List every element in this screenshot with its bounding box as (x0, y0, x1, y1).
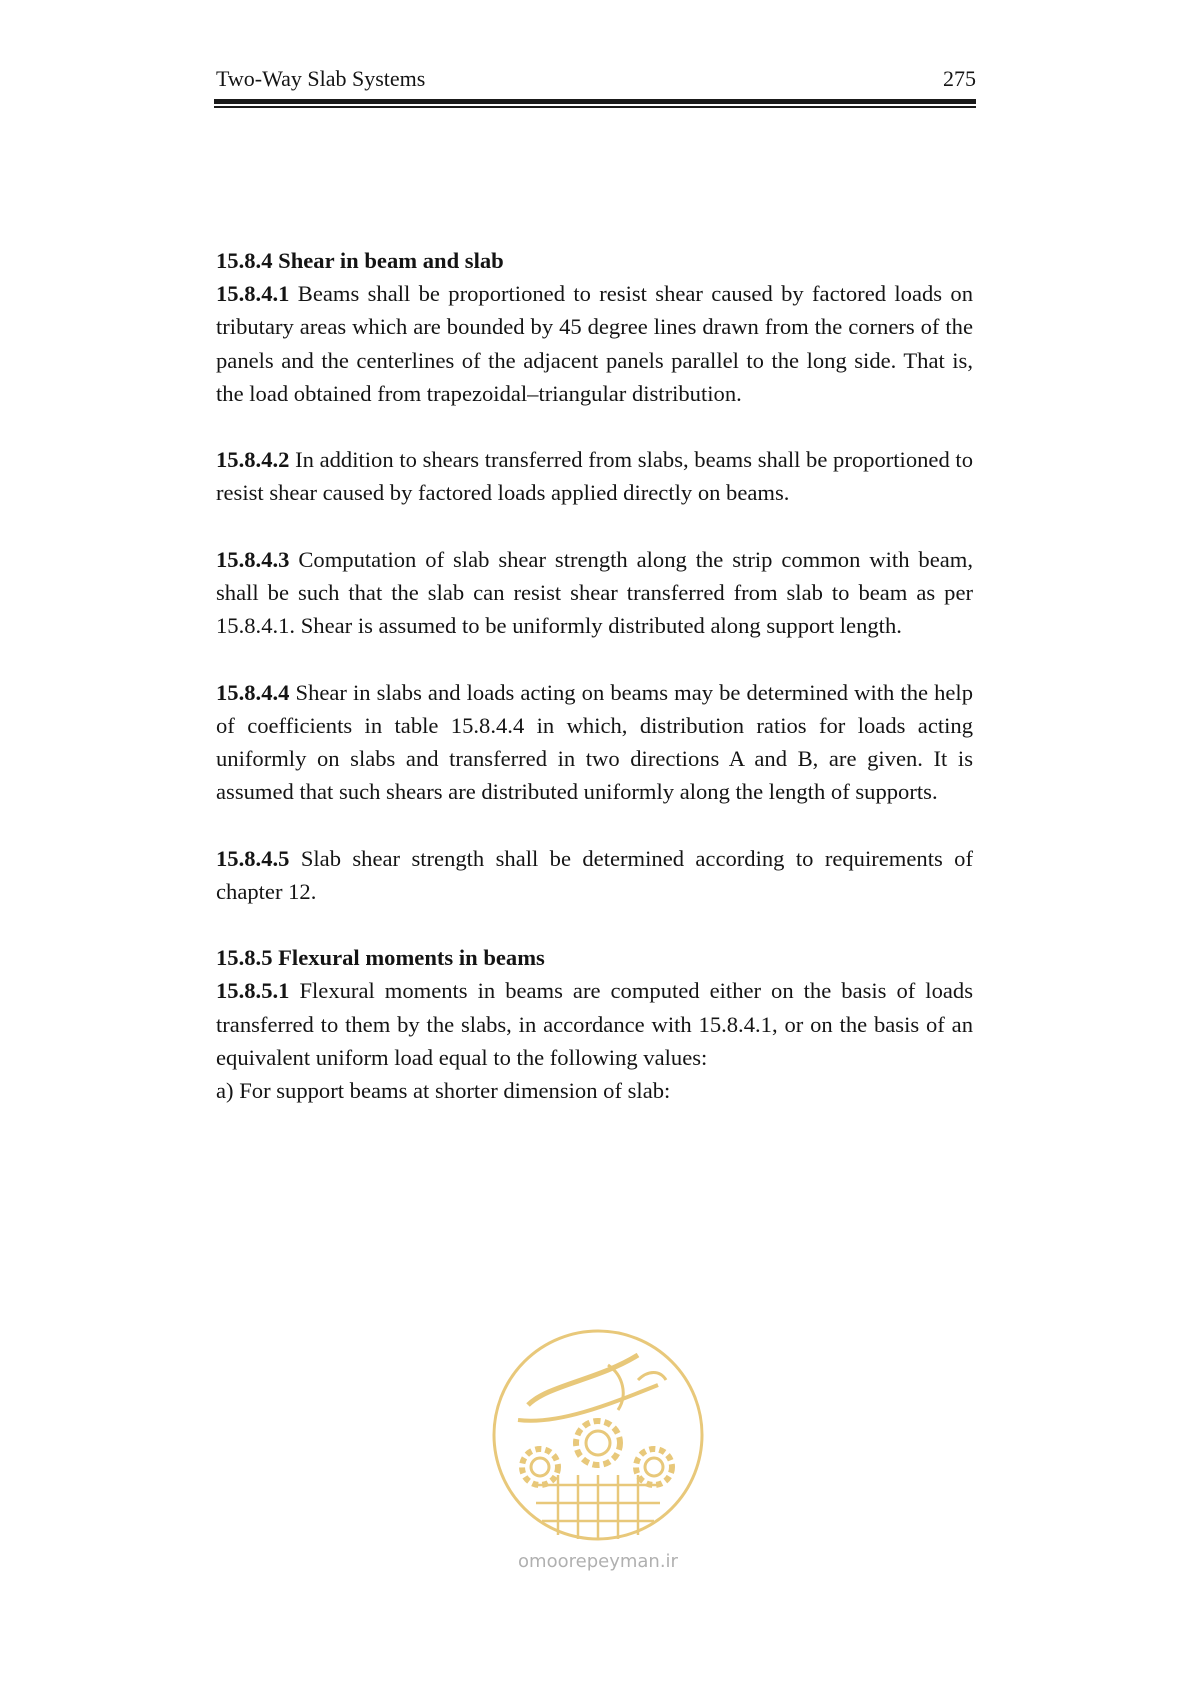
seal-logo-icon (488, 1325, 708, 1545)
clause-15-8-4-5 (216, 842, 973, 908)
clause-number: 15.8.4.3 (216, 546, 290, 572)
clause-15-8-4-2 (216, 443, 973, 509)
clause-text: In addition to shears transferred from slabs, beams shall be proportioned to resist shear caused by factored loads applied directly on beams. (216, 447, 973, 506)
page-body (216, 244, 973, 1107)
clause-text: Shear in slabs and loads acting on beams may be determined with the help of coefficients in table 15.8.4.4 in which, distribution ratios for loads acting uniformly on slabs and transferred in two directions A and B, are given. It is assumed that such shears are distributed uniformly along the length of supports. (216, 679, 973, 805)
running-title: Two-Way Slab Systems (216, 66, 426, 91)
clause-number: 15.8.4.5 (216, 845, 290, 871)
header-rule-thin (214, 106, 976, 108)
clause-15-8-4-4 (216, 676, 973, 809)
section-heading: 15.8.5 Flexural moments in beams (216, 945, 545, 971)
section-heading: 15.8.4 Shear in beam and slab (216, 248, 504, 273)
clause-number: 15.8.4.2 (216, 447, 290, 473)
clause-15-8-5-1 (216, 974, 973, 1074)
clause-number: 15.8.5.1 (216, 978, 290, 1004)
list-item-a: a) For support beams at shorter dimension of slab: (216, 1078, 671, 1103)
watermark-seal (488, 1325, 708, 1581)
clause-text: Flexural moments in beams are computed either on the basis of loads transferred to them by the slabs, in accordance with 15.8.4.1, or on the basis of an equivalent uniform load equal to the following values: (216, 978, 973, 1070)
page-number: 275 (943, 66, 976, 91)
header-rule-thick (214, 99, 976, 104)
watermark-site: omoorepeyman.ir (518, 1551, 678, 1572)
clause-15-8-4-1 (216, 277, 973, 410)
clause-number: 15.8.4.4 (216, 679, 290, 705)
clause-text: Slab shear strength shall be determined according to requirements of chapter 12. (216, 845, 973, 904)
clause-text: Computation of slab shear strength along the strip common with beam, shall be such that the slab can resist shear transferred from slab to beam as per 15.8.4.1. Shear is assumed to be uniformly distributed along support length. (216, 546, 973, 639)
clause-15-8-4-3 (216, 543, 973, 643)
clause-text: Beams shall be proportioned to resist shear caused by factored loads on tributary areas which are bounded by 45 degree lines drawn from the corners of the panels and the centerlines of the adjacent panels parallel to the long side. That is, the load obtained from trapezoidal–triangular distribution. (216, 281, 973, 406)
clause-number: 15.8.4.1 (216, 281, 290, 307)
running-head (216, 64, 976, 94)
